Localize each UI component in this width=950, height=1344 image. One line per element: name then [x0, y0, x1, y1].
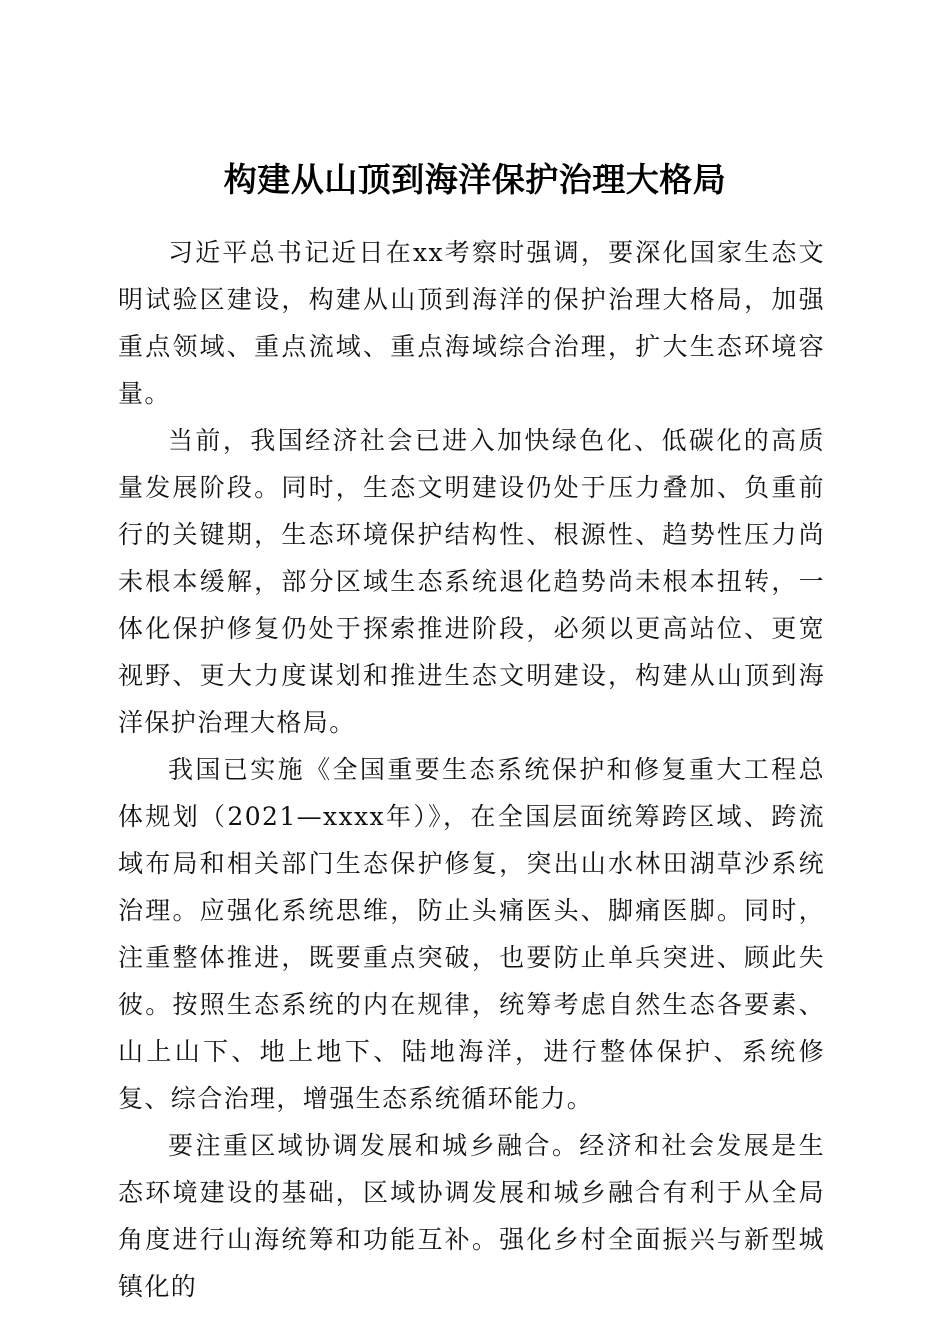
paragraph-3: 我国已实施《全国重要生态系统保护和修复重大工程总体规划（2021—xxxx年）》，在全国层面统筹跨区域、跨流域布局和相关部门生态保护修复，突出山水林田湖草沙系统治理。应强化系统思维，防止头痛医头、脚痛医脚。同时，注重整体推进，既要重点突破，也要防止单兵突进、顾此失彼。按照生态系统的内在规律，统筹考虑自然生态各要素、山上山下、地上地下、陆地海洋，进行整体保护、系统修复、综合治理，增强生态系统循环能力。 [118, 755, 825, 1113]
paragraph-1: 习近平总书记近日在xx考察时强调，要深化国家生态文明试验区建设，构建从山顶到海洋的保护治理大格局，加强重点领域、重点流域、重点海域综合治理，扩大生态环境容量。 [118, 238, 825, 408]
document-title: 构建从山顶到海洋保护治理大格局 [223, 160, 727, 200]
paragraph-2: 当前，我国经济社会已进入加快绿色化、低碳化的高质量发展阶段。同时，生态文明建设仍处于压力叠加、负重前行的关键期，生态环境保护结构性、根源性、趋势性压力尚未根本缓解，部分区域生态系统退化趋势尚未根本扭转，一体化保护修复仍处于探索推进阶段，必须以更高站位、更宽视野、更大力度谋划和推进生态文明建设，构建从山顶到海洋保护治理大格局。 [118, 426, 825, 737]
document-body [118, 229, 825, 1310]
paragraph-4: 要注重区域协调发展和城乡融合。经济和社会发展是生态环境建设的基础，区域协调发展和城乡融合有利于从全局角度进行山海统筹和功能互补。强化乡村全面振兴与新型城镇化的 [118, 1131, 825, 1301]
